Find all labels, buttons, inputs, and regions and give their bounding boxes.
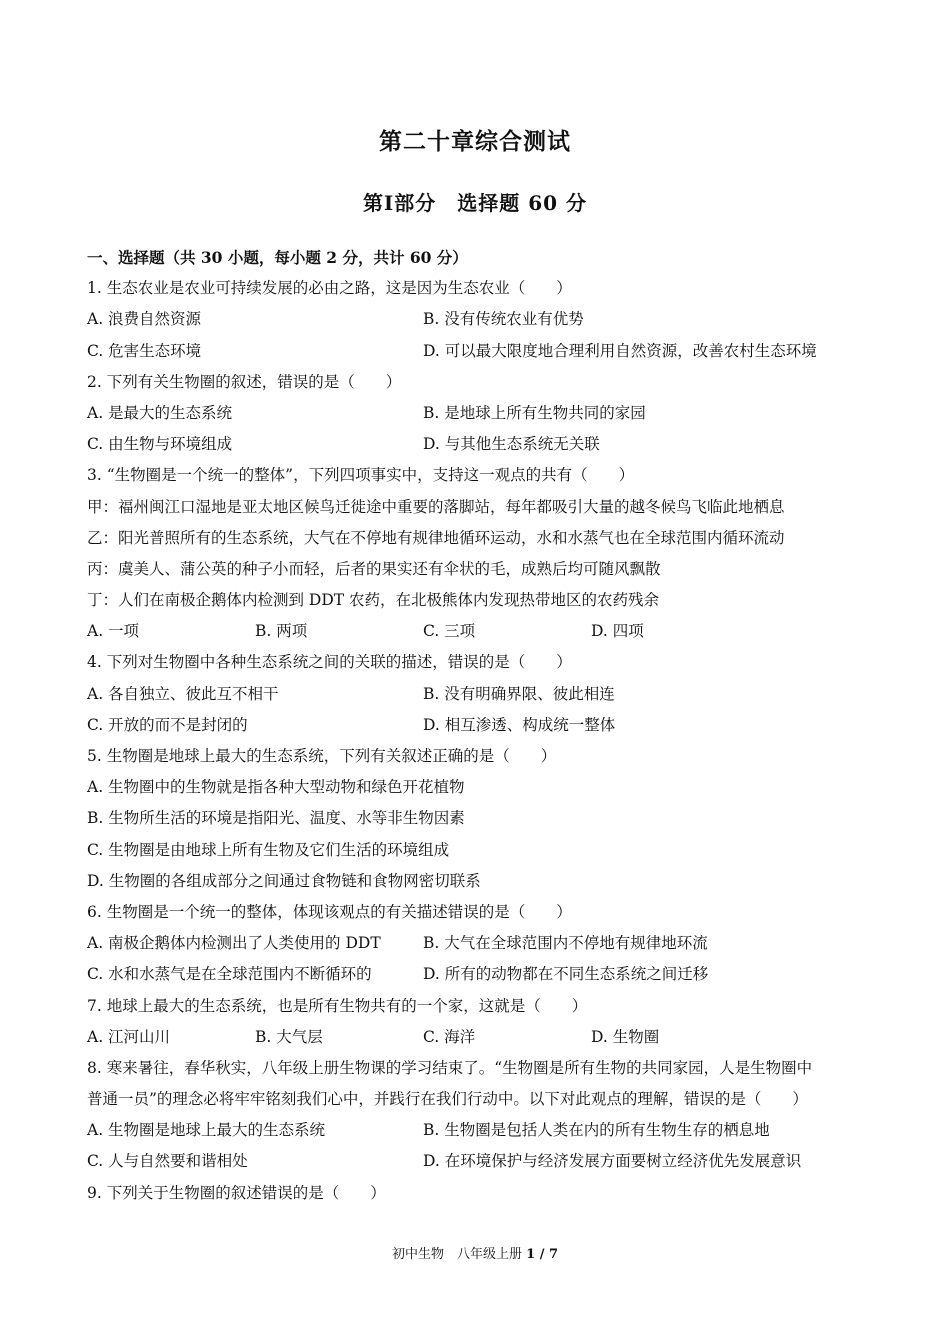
option-b: B. 大气在全球范围内不停地有规律地环流 [423,934,708,953]
option-row [87,1115,877,1146]
option-row [87,398,877,429]
option-b: B. 两项 [255,622,308,641]
option-d: D. 所有的动物都在不同生态系统之间迁移 [423,965,709,984]
option-d: D. 相互渗透、构成统一整体 [423,715,616,734]
option-b: B. 没有明确界限、彼此相连 [423,684,615,703]
option-d: D. 生物圈 [591,1027,660,1046]
page-number: 1 / 7 [526,1247,559,1262]
question-statement: 丁：人们在南极企鹅体内检测到 DDT 农药，在北极熊体内发现热带地区的农药残余 [87,591,660,610]
question-stem: 4. 下列对生物圈中各种生态系统之间的关联的描述，错误的是（ ） [87,653,572,672]
option-a: A. 生物圈中的生物就是指各种大型动物和绿色开花植物 [87,778,465,797]
page-footer [0,1243,950,1262]
part-title: 第Ⅰ部分 选择题 60 分 [362,191,588,215]
option-row [87,1146,877,1177]
option-row [87,304,877,335]
option-row [87,928,877,959]
question-stem: 1. 生态农业是农业可持续发展的必由之路，这是因为生态农业（ ） [87,279,572,298]
option-a: A. 一项 [87,622,140,641]
question-stem: 2. 下列有关生物圈的叙述，错误的是（ ） [87,372,402,391]
option-c: C. 人与自然要和谐相处 [87,1152,248,1171]
option-a: A. 江河山川 [87,1027,171,1046]
question-stem: 3. “生物圈是一个统一的整体”，下列四项事实中，支持这一观点的共有（ ） [87,466,635,485]
option-b: B. 是地球上所有生物共同的家园 [423,403,646,422]
option-row [87,429,877,460]
option-row [87,959,877,990]
option-row [87,616,877,647]
page-title: 第二十章综合测试 [379,128,571,155]
option-row [87,679,877,710]
option-row [87,710,877,741]
option-b: B. 生物所生活的环境是指阳光、温度、水等非生物因素 [87,809,465,828]
footer-subject: 初中生物 八年级上册 [391,1247,522,1262]
option-c: C. 危害生态环境 [87,341,202,360]
option-c: C. 开放的而不是封闭的 [87,715,248,734]
question-stem: 7. 地球上最大的生态系统，也是所有生物共有的一个家，这就是（ ） [87,996,588,1015]
option-row [87,1022,877,1053]
option-c: C. 三项 [423,622,476,641]
section-heading: 一、选择题（共 30 小题，每小题 2 分，共计 60 分） [87,248,468,267]
question-stem: 5. 生物圈是地球上最大的生态系统，下列有关叙述正确的是（ ） [87,747,557,765]
option-b: B. 大气层 [255,1027,323,1046]
option-c: C. 海洋 [423,1027,476,1046]
option-c: C. 由生物与环境组成 [87,435,233,454]
option-b: B. 生物圈是包括人类在内的所有生物生存的栖息地 [423,1121,770,1140]
question-statement: 甲：福州闽江口湿地是亚太地区候鸟迁徙途中重要的落脚站，每年都吸引大量的越冬候鸟飞临此地栖息 [87,497,785,516]
option-row [87,336,877,367]
option-d: D. 四项 [591,622,644,641]
option-c: C. 水和水蒸气是在全球范围内不断循环的 [87,965,372,984]
option-c: C. 生物圈是由地球上所有生物及它们生活的环境组成 [87,840,450,859]
question-statement: 丙：虞美人、蒲公英的种子小而轻，后者的果实还有伞状的毛，成熟后均可随风飘散 [87,559,661,578]
option-a: A. 是最大的生态系统 [87,403,233,422]
option-a: A. 浪费自然资源 [87,310,202,329]
option-a: A. 各自独立、彼此互不相干 [87,684,279,703]
question-stem: 6. 生物圈是一个统一的整体，体现该观点的有关描述错误的是（ ） [87,902,572,921]
option-d: D. 可以最大限度地合理利用自然资源，改善农村生态环境 [423,341,817,360]
option-b: B. 没有传统农业有优势 [423,310,584,329]
question-statement: 乙：阳光普照所有的生态系统，大气在不停地有规律地循环运动，水和水蒸气也在全球范围内循环流动 [87,528,785,547]
question-list [87,242,877,1209]
option-d: D. 与其他生态系统无关联 [423,435,600,454]
option-a: A. 南极企鹅体内检测出了人类使用的 DDT [87,934,381,953]
question-stem-continued: 普通一员”的理念必将牢牢铭刻我们心中，并践行在我们行动中。以下对此观点的理解，错误的是（ ） [87,1090,808,1109]
option-a: A. 生物圈是地球上最大的生态系统 [87,1121,326,1140]
option-d: D. 生物圈的各组成部分之间通过食物链和食物网密切联系 [87,871,481,890]
question-stem: 8. 寒来暑往，春华秋实，八年级上册生物课的学习结束了。“生物圈是所有生物的共同家园，人是生物圈中 [87,1058,813,1077]
option-d: D. 在环境保护与经济发展方面要树立经济优先发展意识 [423,1152,802,1171]
question-stem: 9. 下列关于生物圈的叙述错误的是（ ） [87,1183,386,1202]
